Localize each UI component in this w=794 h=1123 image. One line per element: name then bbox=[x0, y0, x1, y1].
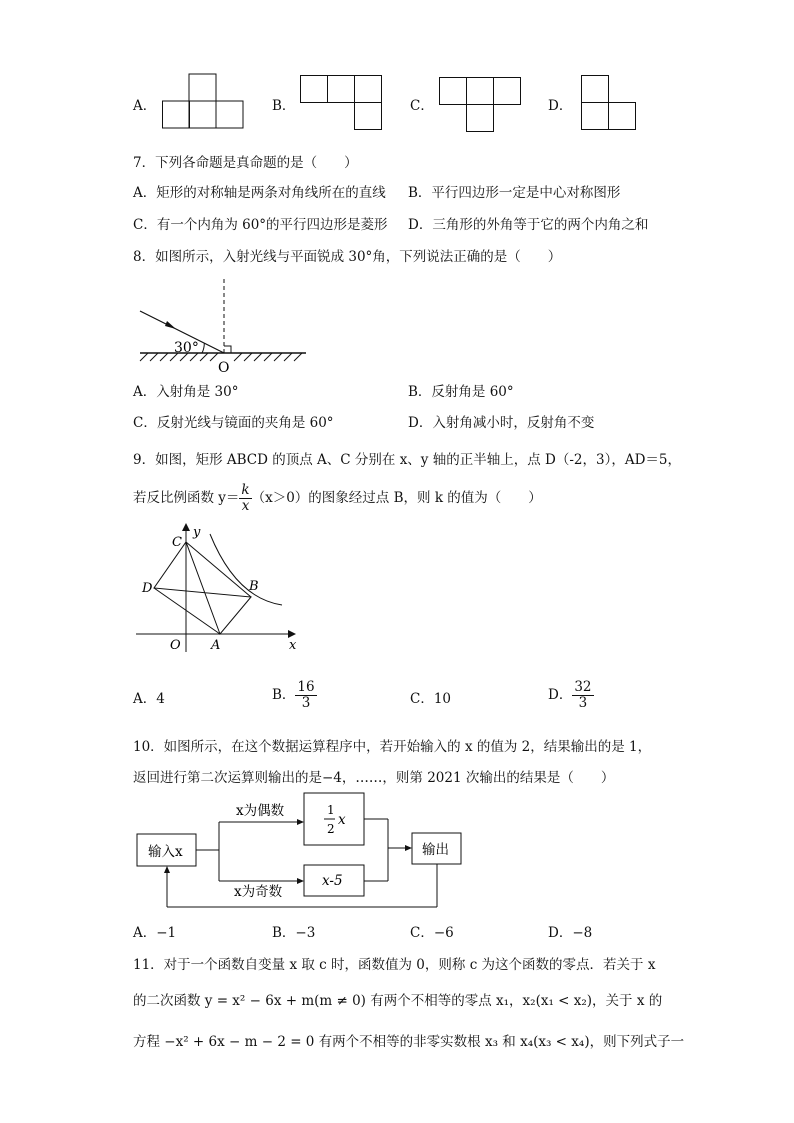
q8-option-b: B．反射角是 60° bbox=[408, 384, 514, 400]
q9-option-d-den: 3 bbox=[578, 695, 588, 711]
q9-stem-line1: 9．如图，矩形 ABCD 的顶点 A、C 分别在 x、y 轴的正半轴上，点 D（-2，3），AD＝5， bbox=[133, 452, 681, 468]
q10-stem-line1: 10．如图所示，在这个数据运算程序中，若开始输入的 x 的值为 2，结果输出的是 1， bbox=[133, 739, 652, 755]
q8-option-d: D．入射角减小时，反射角不变 bbox=[408, 415, 595, 431]
q9-label-a: A bbox=[211, 638, 221, 653]
q10-half-den: 2 bbox=[327, 822, 335, 836]
q10-even-label: x为偶数 bbox=[236, 803, 285, 819]
q8-option-a: A．入射角是 30° bbox=[133, 384, 239, 400]
q6-option-c-net bbox=[439, 77, 523, 133]
q11-line3: 方程 −x² + 6x − m − 2 = 0 有两个不相等的非零实数根 x₃ 和 x₄(x₃ < x₄)，则下列式子一 bbox=[133, 1034, 685, 1050]
q9-label-o: O bbox=[170, 638, 181, 653]
q6-option-a-net bbox=[162, 73, 246, 129]
q9-option-b-num: 16 bbox=[297, 679, 315, 695]
q9-option-d bbox=[548, 675, 594, 715]
q9-k-over-x bbox=[239, 483, 251, 514]
q9-option-d-pre: D． bbox=[548, 687, 573, 703]
q9-stem-line2 bbox=[133, 480, 542, 516]
q7-option-d: D．三角形的外角等于它的两个内角之和 bbox=[408, 217, 649, 233]
q10-minus-box-label: x-5 bbox=[322, 873, 343, 889]
q9-coordinate-figure bbox=[136, 520, 306, 655]
q9-option-a: A．4 bbox=[133, 691, 165, 707]
q7-option-b: B．平行四边形一定是中心对称图形 bbox=[408, 185, 621, 201]
q9-option-d-frac bbox=[572, 680, 593, 711]
q9-x: x bbox=[241, 498, 250, 514]
q6-option-c-label: C． bbox=[410, 98, 434, 114]
q10-half-var: x bbox=[338, 812, 346, 828]
q11-line1: 11．对于一个函数自变量 x 取 c 时，函数值为 0，则称 c 为这个函数的零点．若关于 x bbox=[133, 957, 656, 973]
q9-stem-line2-post: （x＞0）的图象经过点 B，则 k 的值为（ ） bbox=[251, 490, 542, 506]
q9-option-b-pre: B． bbox=[272, 687, 296, 703]
q10-half-num: 1 bbox=[327, 803, 335, 817]
q10-option-c: C．−6 bbox=[410, 925, 454, 941]
q8-point-o-label: O bbox=[218, 360, 230, 376]
q10-input-box-label: 输入x bbox=[148, 844, 183, 860]
q7-option-c: C．有一个内角为 60°的平行四边形是菱形 bbox=[133, 217, 388, 233]
q9-option-c: C．10 bbox=[410, 691, 452, 707]
q6-option-b-net bbox=[300, 75, 384, 131]
q9-option-d-num: 32 bbox=[574, 679, 592, 695]
q6-option-d-label: D． bbox=[548, 98, 573, 114]
q9-option-b bbox=[272, 675, 317, 715]
q6-option-b-label: B． bbox=[272, 98, 296, 114]
q10-output-box-label: 输出 bbox=[422, 842, 449, 858]
q9-label-y: y bbox=[193, 525, 201, 540]
q9-label-b: B bbox=[249, 579, 259, 594]
q9-label-x: x bbox=[289, 638, 297, 653]
q10-option-b: B．−3 bbox=[272, 925, 316, 941]
q8-stem: 8．如图所示，入射光线与平面锐成 30°角，下列说法正确的是（ ） bbox=[133, 249, 562, 265]
q6-option-a-label: A． bbox=[133, 98, 157, 114]
q10-option-a: A．−1 bbox=[133, 925, 177, 941]
q11-line2: 的二次函数 y = x² − 6x + m(m ≠ 0) 有两个不相等的零点 x₁，x₂(x₁ < x₂)，关于 x 的 bbox=[133, 993, 663, 1009]
q7-option-a: A．矩形的对称轴是两条对角线所在的直线 bbox=[133, 185, 386, 201]
q8-angle-label: 30° bbox=[174, 340, 199, 356]
q10-option-d: D．−8 bbox=[548, 925, 593, 941]
q10-stem-line2: 返回进行第二次运算则输出的是−4，……，则第 2021 次输出的结果是（ ） bbox=[133, 770, 615, 786]
q8-light-diagram bbox=[136, 275, 316, 375]
q9-option-b-den: 3 bbox=[301, 695, 311, 711]
q9-label-c: C bbox=[172, 535, 182, 550]
q10-odd-label: x为奇数 bbox=[234, 884, 283, 900]
q9-option-b-frac bbox=[295, 680, 316, 711]
q10-flowchart bbox=[136, 790, 466, 912]
q9-stem-line2-pre: 若反比例函数 y＝ bbox=[133, 490, 240, 506]
q9-k: k bbox=[241, 482, 250, 498]
q9-label-d: D bbox=[142, 581, 153, 596]
q8-option-c: C．反射光线与镜面的夹角是 60° bbox=[133, 415, 334, 431]
q7-stem: 7．下列各命题是真命题的是（ ） bbox=[133, 155, 358, 171]
q6-option-d-net bbox=[581, 75, 639, 133]
